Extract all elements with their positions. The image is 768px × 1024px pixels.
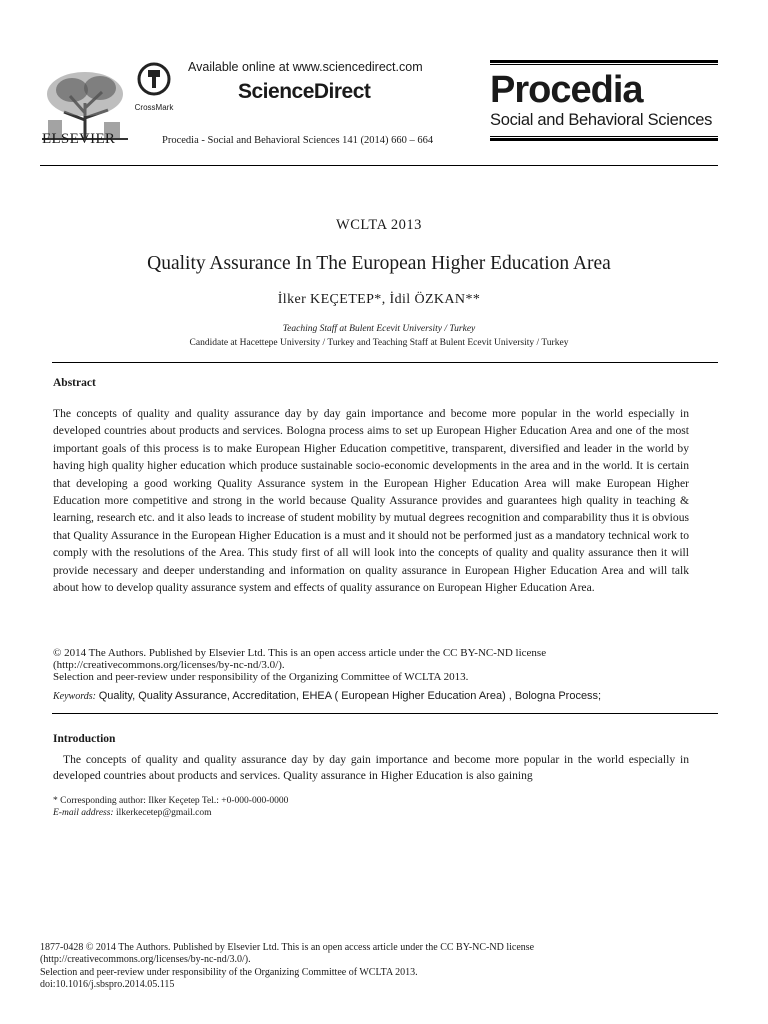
- procedia-title: Procedia: [490, 69, 643, 111]
- footer-issn-line: 1877-0428 © 2014 The Authors. Published by Elsevier Ltd. This is an open access article under the CC BY-NC-ND license: [40, 942, 535, 953]
- keywords-label: Keywords:: [53, 691, 96, 702]
- masthead-rule: [490, 64, 718, 65]
- abstract-top-divider: [52, 362, 718, 363]
- article-authors: İlker KEÇETEP*, İdil ÖZKAN**: [277, 292, 481, 307]
- footer-doi[interactable]: doi:10.1016/j.sbspro.2014.05.115: [40, 978, 175, 990]
- abstract-bottom-divider: [52, 713, 718, 714]
- abstract-heading: Abstract: [53, 377, 96, 389]
- footer-peer-review: Selection and peer-review under responsibility of the Organizing Committee of WCLTA 2013.: [40, 966, 418, 978]
- corresponding-author-footnote: * Corresponding author: Ilker Keçetep Tel.: +0-000-000-0000: [53, 796, 289, 806]
- conference-name: WCLTA 2013: [336, 217, 422, 233]
- article-title: Quality Assurance In The European Higher Education Area: [147, 253, 611, 274]
- page-footer: [40, 942, 730, 991]
- header-divider: [40, 165, 718, 166]
- footer-license-link[interactable]: (http://creativecommons.org/licenses/by-nc-nd/3.0/).: [40, 954, 251, 966]
- license-link[interactable]: (http://creativecommons.org/licenses/by-nc-nd/3.0/).: [53, 658, 285, 671]
- abstract-copyright: [53, 648, 689, 683]
- crossmark-icon: [137, 62, 171, 96]
- elsevier-wordmark: ELSEVIER: [42, 131, 116, 147]
- email-label: E-mail address:: [53, 808, 114, 818]
- available-online-link[interactable]: Available online at www.sciencedirect.com: [188, 60, 423, 74]
- keywords-list: Quality, Quality Assurance, Accreditation, EHEA ( European Higher Education Area) , Bologna Process;: [98, 690, 602, 702]
- sciencedirect-brand: ScienceDirect: [238, 80, 371, 103]
- abstract-body: The concepts of quality and quality assurance day by day gain importance and become more popular in the world especially in developed countries about products and services. Bologna process aims to set up European Higher Education Area and one of the most important goals of this process is to make European Higher Education competitive, transparent, diversified and leader in the world by having high quality higher education which produce sustainable socio-economic developments in the area and in the world. It is certain that developing a good working Quality Assurance system in the European Higher Education Area will make European Higher Education more competitive and strong in the world because Quality Assurance provides and guarantees high quality in teaching & learning, research etc. and it also leads to increase of student mobility by mutual degrees recognition and comparability thus it is obvious that Quality Assurance in the European Higher Education is a must and it should not be performed just as a mandatory technical work to comply with the resolutions of the Area. This study first of all will look into the concepts of quality and quality assurance then it will provide necessary and deeper understanding and information on quality assurance in European Higher Education Area and will talk about how to develop quality assurance system and effects of quality assurance on European Higher Education Area.: [53, 407, 689, 595]
- copyright-line: © 2014 The Authors. Published by Elsevier Ltd. This is an open access article under the CC BY-NC-ND license: [53, 647, 547, 659]
- peer-review-line: Selection and peer-review under responsibility of the Organizing Committee of WCLTA 2013.: [53, 670, 469, 683]
- affiliation-2: Candidate at Hacettepe University / Turkey and Teaching Staff at Bulent Ecevit University / Turkey: [189, 338, 569, 348]
- masthead-rule: [490, 136, 718, 137]
- journal-reference: Procedia - Social and Behavioral Sciences 141 (2014) 660 – 664: [162, 135, 434, 146]
- introduction-body: The concepts of quality and quality assurance day by day gain importance and become more popular in the world especially in developed countries about products and services. Quality assurance in Higher Education is also gaining: [53, 753, 689, 782]
- introduction-heading: Introduction: [53, 733, 116, 745]
- masthead-rule: [490, 60, 718, 63]
- email-footnote: [53, 808, 212, 818]
- procedia-subtitle: Social and Behavioral Sciences: [490, 111, 713, 129]
- crossmark-label: CrossMark: [134, 103, 174, 112]
- procedia-masthead: [490, 60, 718, 141]
- keywords: [53, 690, 713, 702]
- email-address[interactable]: ilkerkecetep@gmail.com: [115, 808, 212, 818]
- crossmark-badge[interactable]: [132, 62, 176, 112]
- affiliation-1: Teaching Staff at Bulent Ecevit University / Turkey: [282, 324, 476, 334]
- masthead-rule: [490, 138, 718, 141]
